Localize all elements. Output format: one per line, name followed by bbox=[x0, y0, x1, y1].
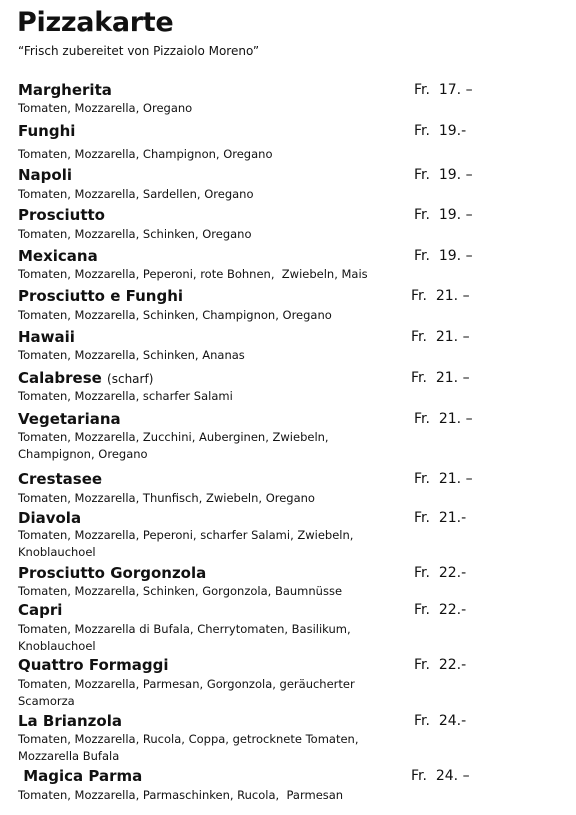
pizza-price: Fr. 22.- bbox=[414, 602, 467, 618]
pizza-name bbox=[18, 327, 75, 347]
pizza-name-text: Diavola bbox=[18, 509, 82, 527]
pizza-ingredients: Tomaten, Mozzarella, Champignon, Oregano bbox=[18, 147, 273, 161]
pizza-name bbox=[18, 563, 206, 583]
pizza-ingredients: Tomaten, Mozzarella, Schinken, Oregano bbox=[18, 227, 252, 241]
pizza-name-text: Mexicana bbox=[18, 247, 98, 265]
pizza-name bbox=[18, 600, 62, 620]
pizza-name-text: Margherita bbox=[18, 81, 112, 99]
pizza-ingredients: Tomaten, Mozzarella, Peperoni, rote Bohnen, Zwiebeln, Mais bbox=[18, 267, 368, 281]
pizza-name bbox=[18, 205, 105, 225]
pizza-ingredients: Tomaten, Mozzarella, Rucola, Coppa, getrocknete Tomaten, Mozzarella Bufala bbox=[18, 732, 363, 763]
pizza-ingredients: Tomaten, Mozzarella, Parmaschinken, Rucola, Parmesan bbox=[18, 788, 344, 802]
pizza-price: Fr. 24. – bbox=[411, 768, 470, 784]
pizza-ingredients: Tomaten, Mozzarella, Sardellen, Oregano bbox=[18, 187, 254, 201]
pizza-ingredients: Tomaten, Mozzarella, Parmesan, Gorgonzola, geräucherter Scamorza bbox=[18, 677, 359, 708]
pizza-price: Fr. 21. – bbox=[414, 411, 473, 427]
pizza-price: Fr. 19. – bbox=[414, 248, 473, 264]
pizza-ingredients: Tomaten, Mozzarella di Bufala, Cherrytomaten, Basilikum, Knoblauchoel bbox=[18, 622, 355, 653]
pizza-name bbox=[18, 711, 122, 731]
pizza-name bbox=[18, 80, 112, 100]
pizza-ingredients: Tomaten, Mozzarella, Schinken, Gorgonzola, Baumnüsse bbox=[18, 584, 343, 598]
pizza-price: Fr. 21.- bbox=[414, 510, 467, 526]
pizza-price: Fr. 19. – bbox=[414, 207, 473, 223]
pizza-ingredients: Tomaten, Mozzarella, scharfer Salami bbox=[18, 389, 233, 403]
page-title: Pizzakarte bbox=[17, 7, 174, 38]
pizza-note: (scharf) bbox=[107, 372, 154, 386]
pizza-name-text: La Brianzola bbox=[18, 712, 122, 730]
pizza-price: Fr. 17. – bbox=[414, 82, 473, 98]
pizza-name bbox=[18, 655, 169, 675]
pizza-ingredients: Tomaten, Mozzarella, Oregano bbox=[18, 101, 193, 115]
page-subtitle: “Frisch zubereitet von Pizzaiolo Moreno” bbox=[18, 44, 260, 58]
pizza-ingredients: Tomaten, Mozzarella, Zucchini, Auberginen, Zwiebeln, Champignon, Oregano bbox=[18, 430, 333, 461]
pizza-price: Fr. 22.- bbox=[414, 657, 467, 673]
pizza-name-text: Funghi bbox=[18, 122, 76, 140]
pizza-name-text: Napoli bbox=[18, 166, 73, 184]
pizza-name bbox=[18, 121, 75, 141]
pizza-price: Fr. 19. – bbox=[414, 167, 473, 183]
pizza-name bbox=[18, 368, 153, 389]
pizza-name bbox=[18, 286, 183, 306]
pizza-name bbox=[18, 165, 72, 185]
pizza-ingredients: Tomaten, Mozzarella, Schinken, Champignon, Oregano bbox=[18, 308, 332, 322]
pizza-name-text: Capri bbox=[18, 601, 63, 619]
pizza-name bbox=[18, 469, 102, 489]
pizza-name bbox=[18, 508, 81, 528]
pizza-price: Fr. 21. – bbox=[414, 471, 473, 487]
pizza-name bbox=[18, 246, 98, 266]
pizza-name-text: Vegetariana bbox=[18, 410, 121, 428]
pizza-price: Fr. 21. – bbox=[411, 329, 470, 345]
pizza-price: Fr. 19.- bbox=[414, 123, 467, 139]
pizza-price: Fr. 24.- bbox=[414, 713, 467, 729]
pizza-name-text: Magica Parma bbox=[18, 767, 143, 785]
pizza-price: Fr. 22.- bbox=[414, 565, 467, 581]
pizza-name-text: Prosciutto bbox=[18, 206, 105, 224]
pizza-name-text: Quattro Formaggi bbox=[18, 656, 169, 674]
pizza-price: Fr. 21. – bbox=[411, 370, 470, 386]
pizza-ingredients: Tomaten, Mozzarella, Thunfisch, Zwiebeln, Oregano bbox=[18, 491, 315, 505]
pizza-price: Fr. 21. – bbox=[411, 288, 470, 304]
pizza-name-text: Crestasee bbox=[18, 470, 103, 488]
pizza-ingredients: Tomaten, Mozzarella, Peperoni, scharfer Salami, Zwiebeln, Knoblauchoel bbox=[18, 528, 358, 559]
pizza-name bbox=[18, 766, 142, 786]
pizza-name-text: Prosciutto Gorgonzola bbox=[18, 564, 207, 582]
pizza-name-text: Hawaii bbox=[18, 328, 75, 346]
pizza-name-text: Calabrese bbox=[18, 369, 102, 387]
pizza-name-text: Prosciutto e Funghi bbox=[18, 287, 184, 305]
pizza-ingredients: Tomaten, Mozzarella, Schinken, Ananas bbox=[18, 348, 245, 362]
pizza-name bbox=[18, 409, 121, 429]
